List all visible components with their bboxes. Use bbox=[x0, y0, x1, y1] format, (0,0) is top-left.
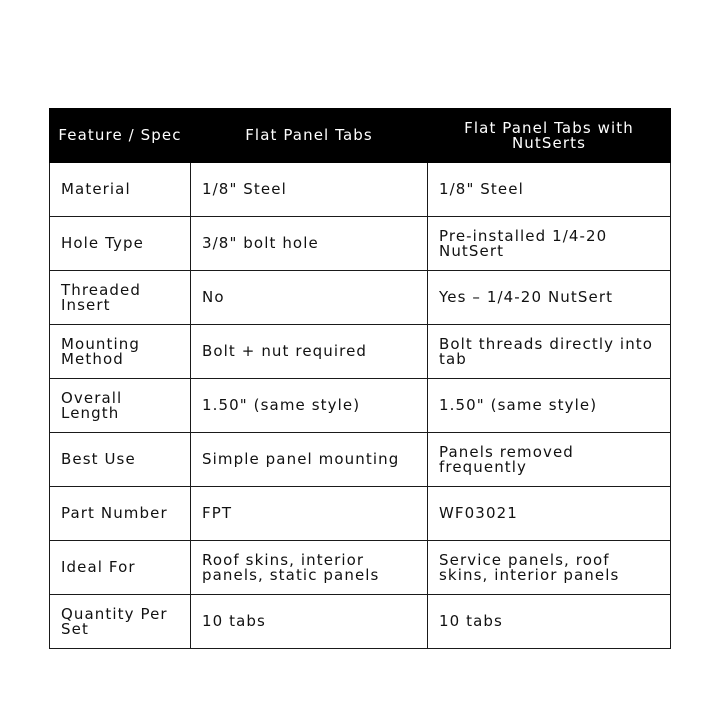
nutsert-tabs-value: Panels removed frequently bbox=[428, 433, 671, 487]
table-row bbox=[50, 325, 671, 379]
table-row bbox=[50, 163, 671, 217]
table-row bbox=[50, 541, 671, 595]
flat-panel-tabs-value: 10 tabs bbox=[191, 595, 428, 649]
flat-panel-tabs-value: FPT bbox=[191, 487, 428, 541]
row-label: Part Number bbox=[50, 487, 191, 541]
flat-panel-tabs-value: 1.50" (same style) bbox=[191, 379, 428, 433]
table-row bbox=[50, 217, 671, 271]
nutsert-tabs-value: Bolt threads directly into tab bbox=[428, 325, 671, 379]
nutsert-tabs-value: Pre-installed 1/4-20 NutSert bbox=[428, 217, 671, 271]
table-row bbox=[50, 379, 671, 433]
nutsert-tabs-value: Service panels, roof skins, interior panels bbox=[428, 541, 671, 595]
header-flat-panel-tabs: Flat Panel Tabs bbox=[191, 109, 428, 163]
row-label: Overall Length bbox=[50, 379, 191, 433]
row-label: Ideal For bbox=[50, 541, 191, 595]
nutsert-tabs-value: Yes – 1/4-20 NutSert bbox=[428, 271, 671, 325]
flat-panel-tabs-value: 3/8" bolt hole bbox=[191, 217, 428, 271]
nutsert-tabs-value: 1.50" (same style) bbox=[428, 379, 671, 433]
table-row bbox=[50, 271, 671, 325]
comparison-table bbox=[49, 108, 671, 649]
nutsert-tabs-value: WF03021 bbox=[428, 487, 671, 541]
flat-panel-tabs-value: No bbox=[191, 271, 428, 325]
nutsert-tabs-value: 10 tabs bbox=[428, 595, 671, 649]
flat-panel-tabs-value: Bolt + nut required bbox=[191, 325, 428, 379]
row-label: Mounting Method bbox=[50, 325, 191, 379]
header-flat-panel-tabs-nutserts: Flat Panel Tabs with NutSerts bbox=[428, 109, 671, 163]
row-label: Hole Type bbox=[50, 217, 191, 271]
table-row bbox=[50, 433, 671, 487]
row-label: Material bbox=[50, 163, 191, 217]
header-row bbox=[50, 109, 671, 163]
row-label: Threaded Insert bbox=[50, 271, 191, 325]
table-row bbox=[50, 595, 671, 649]
flat-panel-tabs-value: 1/8" Steel bbox=[191, 163, 428, 217]
flat-panel-tabs-value: Simple panel mounting bbox=[191, 433, 428, 487]
row-label: Quantity Per Set bbox=[50, 595, 191, 649]
table-header bbox=[50, 109, 671, 163]
header-feature-spec: Feature / Spec bbox=[50, 109, 191, 163]
table-body bbox=[50, 163, 671, 649]
table-row bbox=[50, 487, 671, 541]
nutsert-tabs-value: 1/8" Steel bbox=[428, 163, 671, 217]
row-label: Best Use bbox=[50, 433, 191, 487]
flat-panel-tabs-value: Roof skins, interior panels, static panels bbox=[191, 541, 428, 595]
